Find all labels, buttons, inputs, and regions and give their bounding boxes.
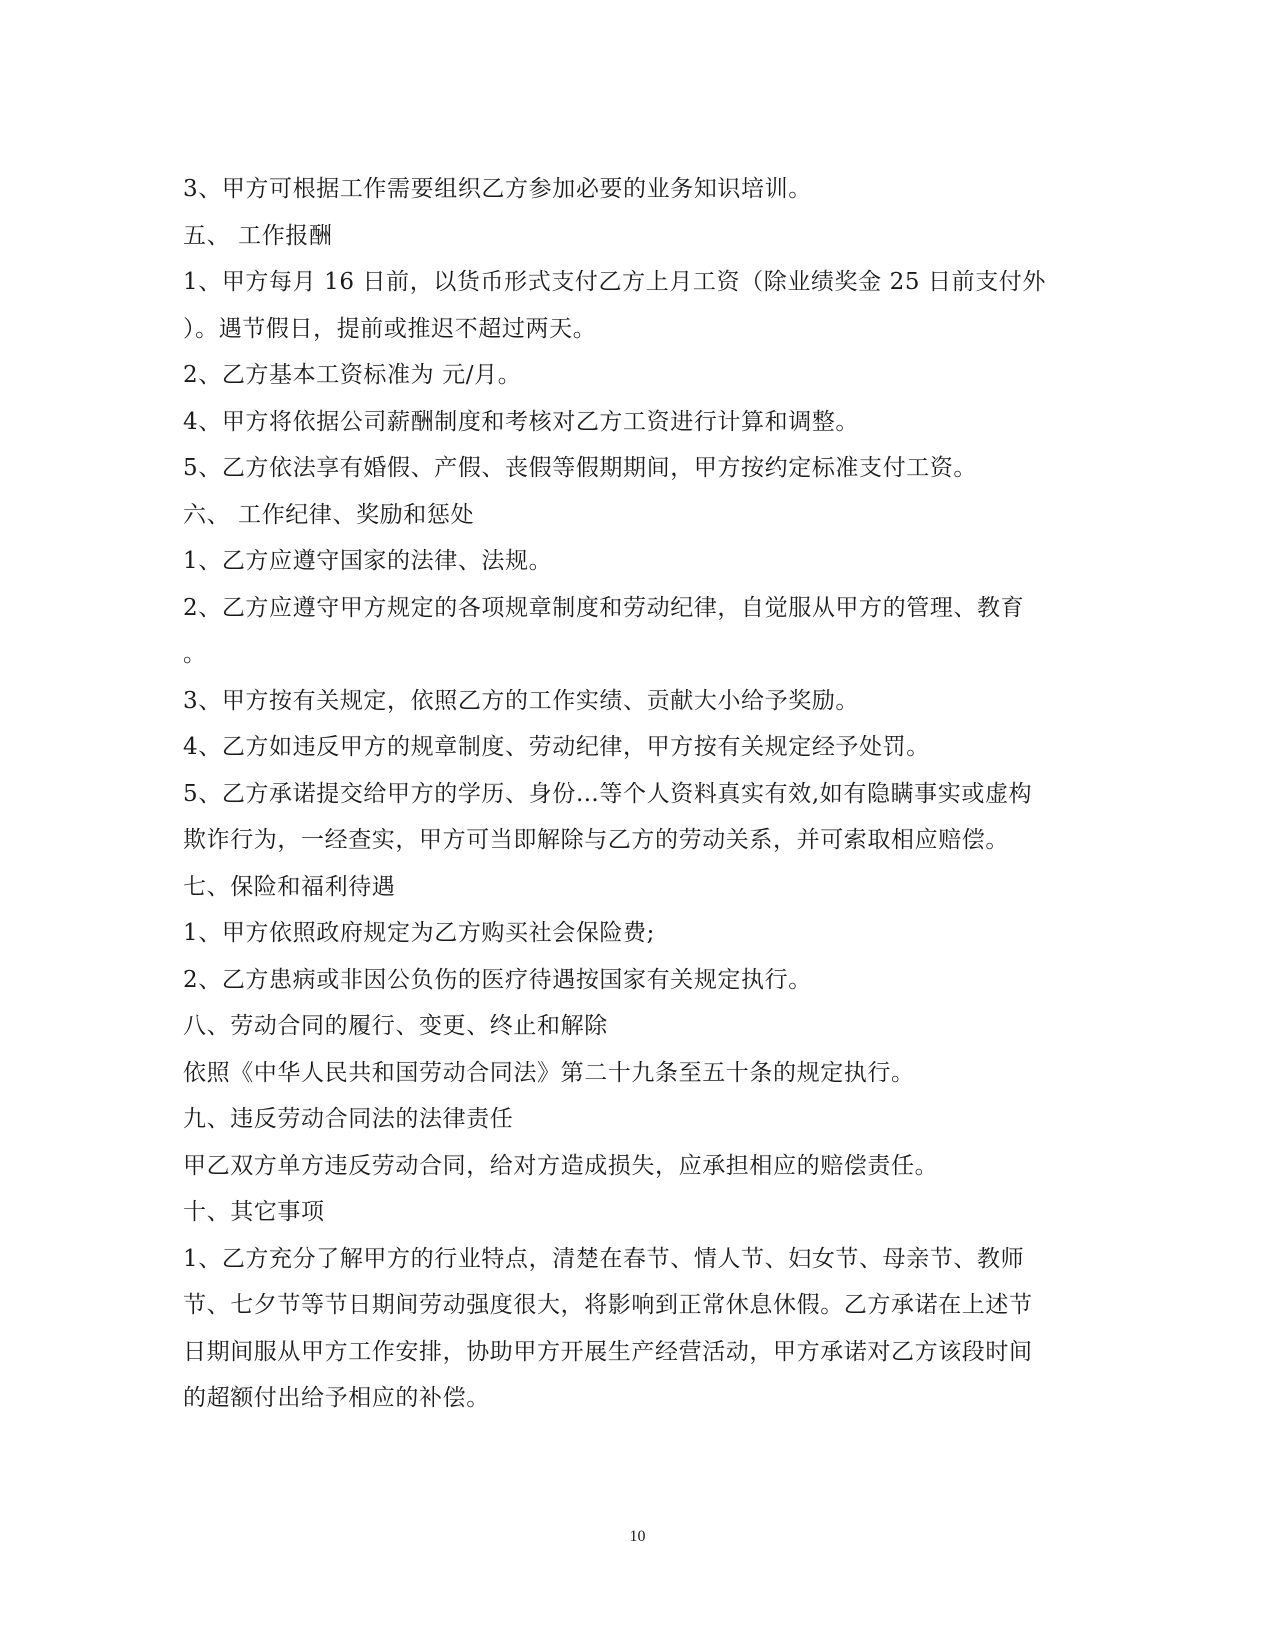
section-heading: 十、其它事项: [183, 1199, 325, 1225]
text-line: 1、甲方依照政府规定为乙方购买社会保险费;: [183, 920, 655, 946]
text-line: 4、甲方将依据公司薪酬制度和考核对乙方工资进行计算和调整。: [183, 408, 860, 435]
text-line: 2、乙方应遵守甲方规定的各项规章制度和劳动纪律，自觉服从甲方的管理、教育: [183, 594, 1025, 621]
text-line: 5、乙方依法享有婚假、产假、丧假等假期期间，甲方按约定标准支付工资。: [183, 455, 978, 481]
text-line: 。: [183, 641, 207, 667]
section-heading: 九、违反劳动合同法的法律责任: [183, 1106, 514, 1132]
text-line: 依照《中华人民共和国劳动合同法》第二十九条至五十条的规定执行。: [183, 1059, 915, 1086]
text-line: 日期间服从甲方工作安排，协助甲方开展生产经营活动，甲方承诺对乙方该段时间: [183, 1338, 1033, 1365]
text-line: 的超额付出给予相应的补偿。: [183, 1385, 490, 1411]
text-line: 甲乙双方单方违反劳动合同，给对方造成损失，应承担相应的赔偿责任。: [183, 1152, 939, 1179]
text-line: 欺诈行为，一经查实，甲方可当即解除与乙方的劳动关系，并可索取相应赔偿。: [183, 827, 1009, 853]
text-line: 2、乙方患病或非因公负伤的医疗待遇按国家有关规定执行。: [183, 966, 812, 993]
text-line: 3、甲方可根据工作需要组织乙方参加必要的业务知识培训。: [183, 176, 812, 202]
text-line: 1、乙方应遵守国家的法律、法规。: [183, 548, 553, 574]
section-heading: 六、 工作纪律、奖励和惩处: [183, 501, 475, 528]
text-line: 1、乙方充分了解甲方的行业特点，清楚在春节、情人节、妇女节、母亲节、教师: [183, 1245, 1025, 1272]
text-line: 1、甲方每月 16 日前，以货币形式支付乙方上月工资（除业绩奖金 25 日前支付外: [183, 269, 1047, 295]
page-number: 10: [629, 1528, 646, 1545]
section-heading: 七、保险和福利待遇: [183, 873, 396, 900]
section-heading: 八、劳动合同的履行、变更、终止和解除: [183, 1013, 608, 1039]
document-body: [183, 166, 1083, 1422]
text-line: 节、七夕节等节日期间劳动强度很大，将影响到正常休息休假。乙方承诺在上述节: [183, 1292, 1033, 1318]
section-heading: 五、 工作报酬: [183, 222, 333, 249]
text-line: ）。遇节假日，提前或推迟不超过两天。: [183, 315, 597, 342]
text-line: 4、乙方如违反甲方的规章制度、劳动纪律，甲方按有关规定经予处罚。: [183, 734, 930, 760]
text-line: 5、乙方承诺提交给甲方的学历、身份…等个人资料真实有效,如有隐瞒事实或虚构: [183, 780, 1033, 807]
text-line: 3、甲方按有关规定，依照乙方的工作实绩、贡献大小给予奖励。: [183, 687, 860, 714]
text-line: 2、乙方基本工资标准为 元/月。: [183, 362, 522, 388]
